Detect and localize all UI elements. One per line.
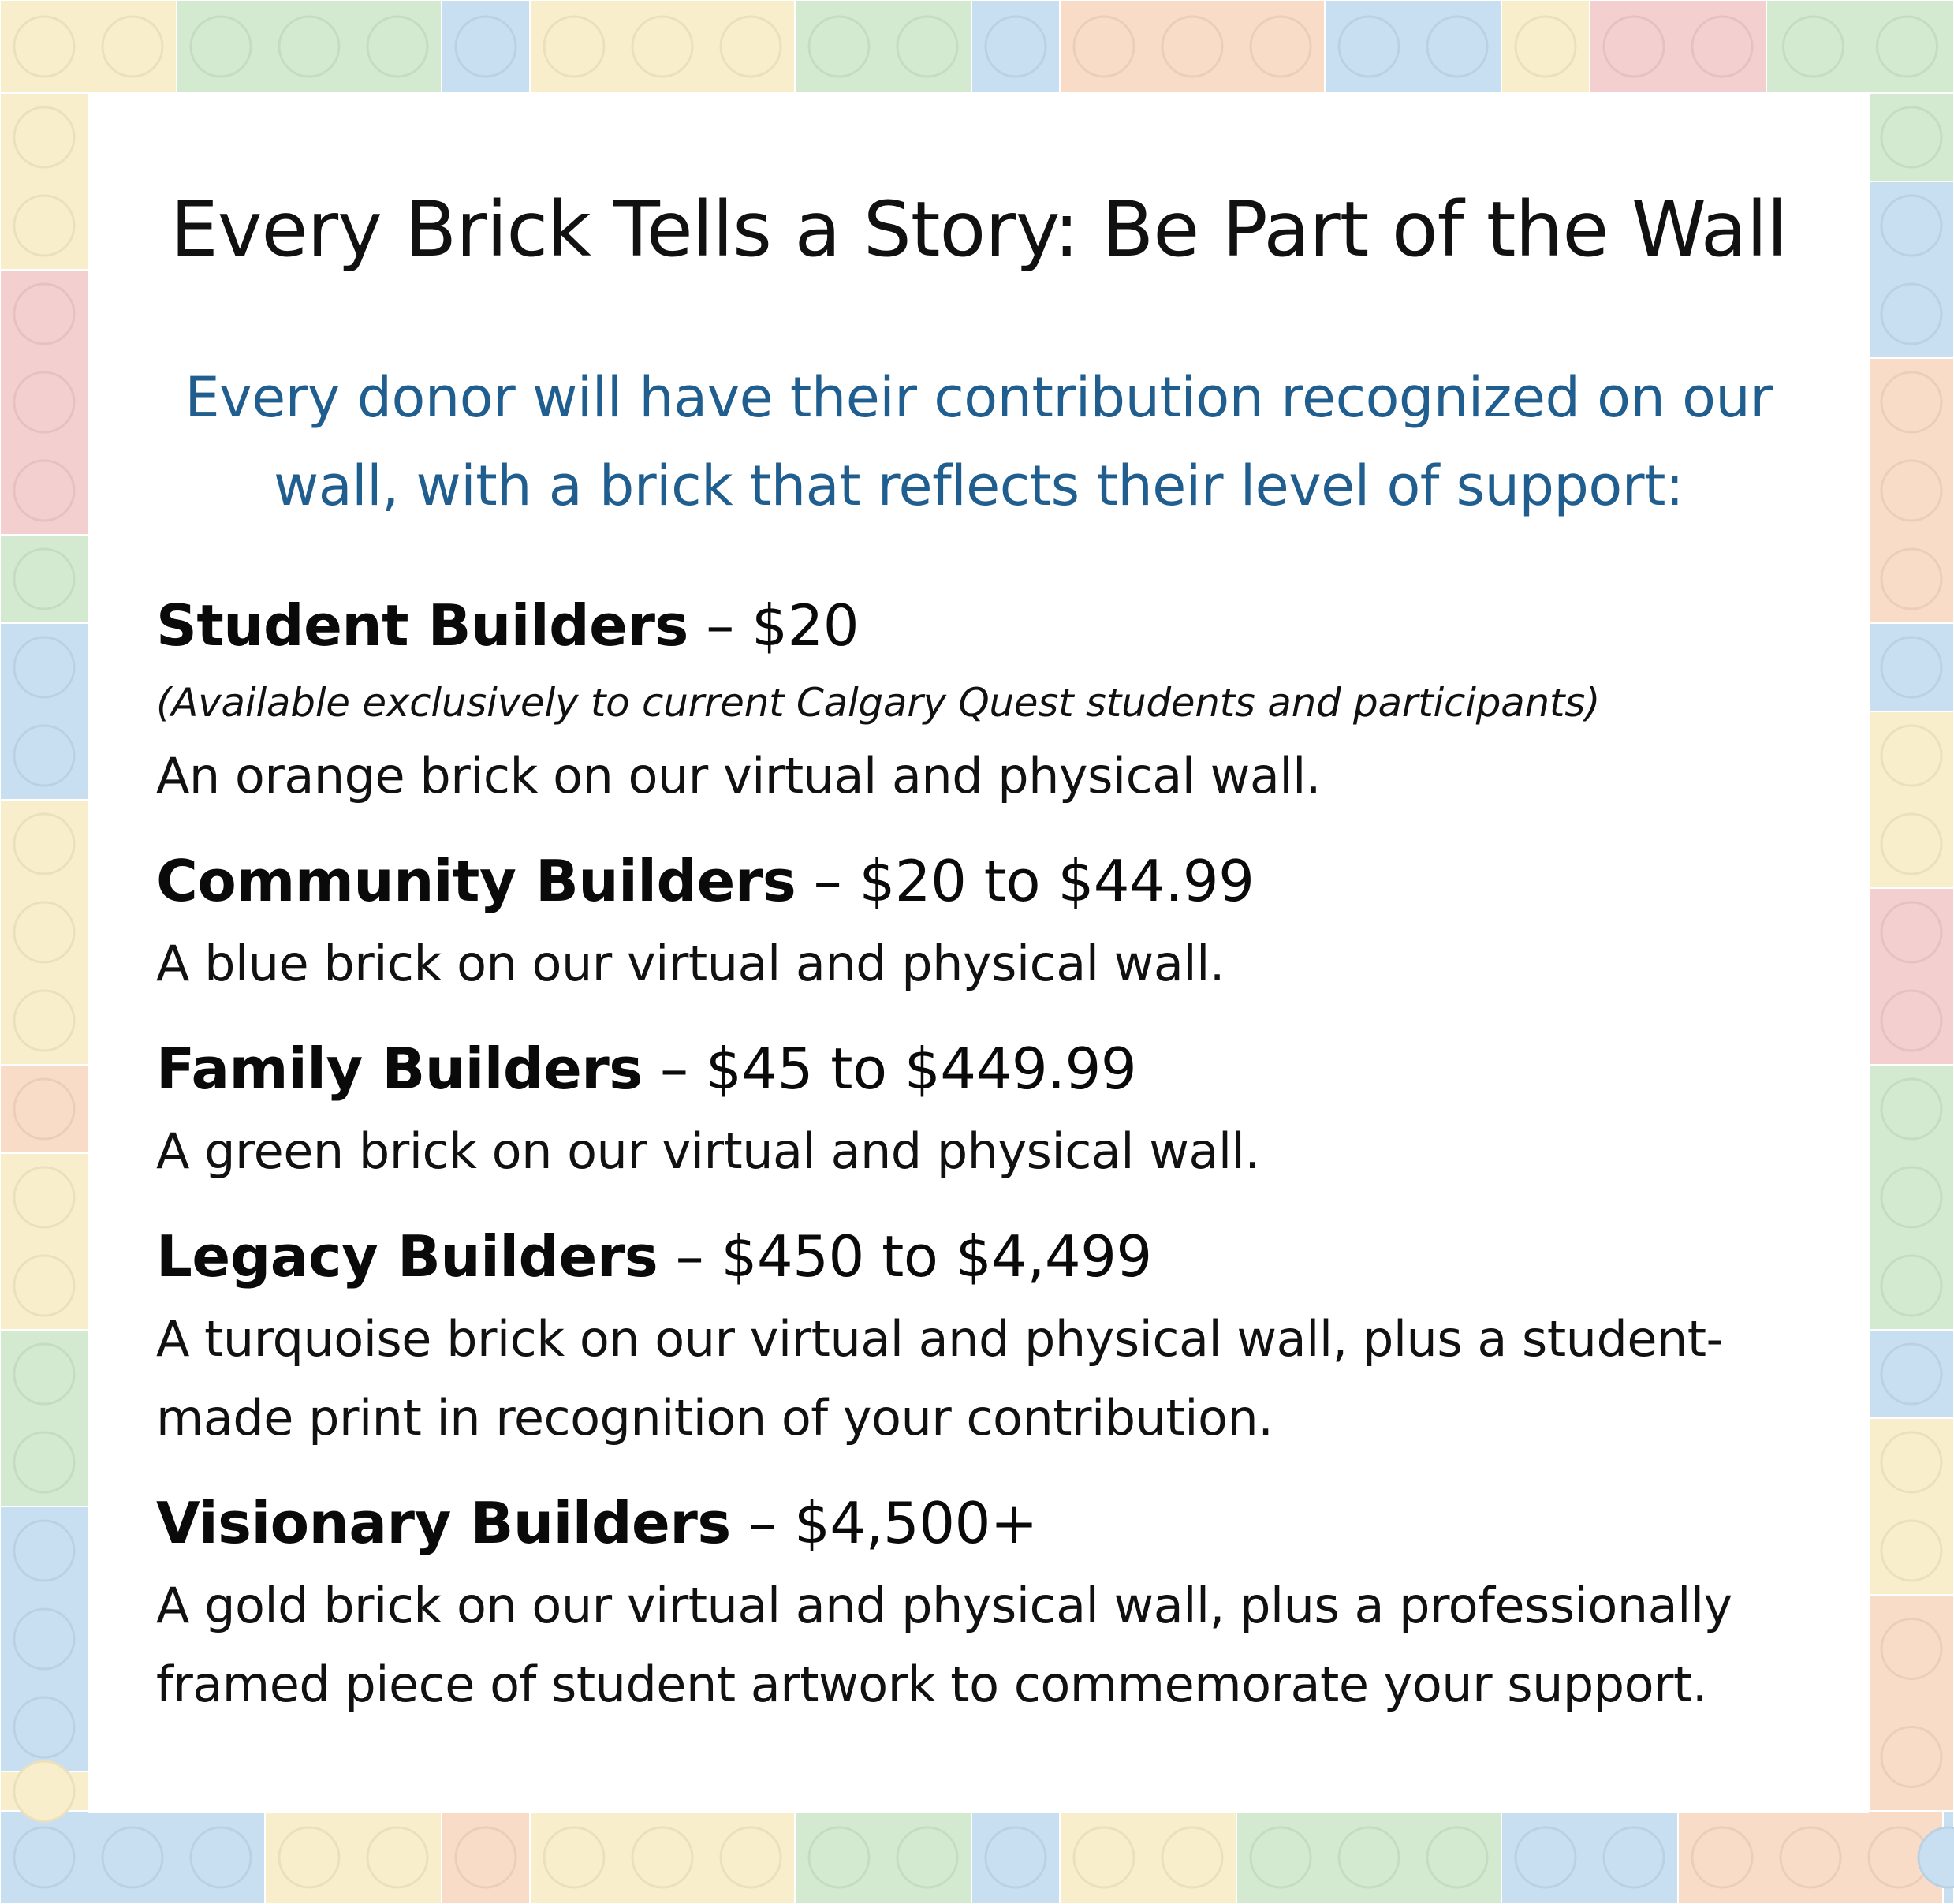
lego-stud [1881,1619,1941,1679]
lego-stud [809,1827,869,1887]
tier-heading [156,838,1828,924]
lego-stud [191,17,251,77]
lego-stud [14,1521,74,1581]
tier-heading [156,1025,1828,1112]
lego-stud [367,1827,427,1887]
tier-visionary-builders [156,1480,1828,1724]
lego-stud [1074,17,1134,77]
lego-stud [14,637,74,697]
lego-stud [14,814,74,874]
lego-stud [1881,1167,1941,1227]
tier-range: – $450 to $4,499 [658,1223,1152,1290]
lego-stud [1881,372,1941,432]
lego-stud [1881,1256,1941,1316]
lego-stud [721,1827,781,1887]
lego-stud [1881,726,1941,786]
lego-stud [14,902,74,962]
lego-stud [14,1344,74,1404]
tier-name: Family Builders [156,1036,643,1102]
lego-stud [1162,17,1222,77]
lego-stud [1516,17,1576,77]
lego-stud [1881,814,1941,874]
lego-stud [1427,1827,1487,1887]
lego-stud [14,726,74,786]
lego-stud [14,1079,74,1139]
lego-stud [1074,1827,1134,1887]
lego-stud [897,17,957,77]
lego-stud [1251,1827,1311,1887]
lego-stud [986,1827,1046,1887]
lego-stud [544,1827,604,1887]
lego-stud [1251,17,1311,77]
lego-stud [1881,1432,1941,1492]
tier-range: – $4,500+ [730,1490,1038,1556]
lego-stud [1516,1827,1576,1887]
lego-stud [1881,461,1941,521]
tier-description: A blue brick on our virtual and physical wall. [156,935,1225,992]
lego-stud [14,1167,74,1227]
lego-stud [14,372,74,432]
lego-stud [279,17,339,77]
lego-stud [986,17,1046,77]
lego-stud [103,17,162,77]
lego-stud [1881,1521,1941,1581]
lego-stud [809,17,869,77]
lego-stud [1881,284,1941,344]
tier-legacy-builders [156,1213,1828,1458]
lego-stud [1692,17,1752,77]
lego-stud [14,1432,74,1492]
lego-stud [1881,637,1941,697]
tier-name: Visionary Builders [156,1490,731,1556]
lego-stud [14,284,74,344]
lego-stud [14,1256,74,1316]
lego-stud [14,991,74,1051]
lego-stud [191,1827,251,1887]
lego-stud [14,549,74,609]
lego-stud [1427,17,1487,77]
lego-stud [1604,1827,1664,1887]
lego-stud [1881,107,1941,167]
tier-list [156,582,1828,1746]
lego-stud [103,1827,162,1887]
tier-name: Student Builders [156,592,688,659]
lego-stud [14,17,74,77]
tier-community-builders [156,838,1828,1003]
tier-heading [156,582,1828,669]
lego-stud [632,17,692,77]
page-title: Every Brick Tells a Story: Be Part of the Wall [170,185,1787,274]
lego-stud [1692,1827,1752,1887]
lego-stud [456,1827,516,1887]
lego-stud [1784,17,1844,77]
lego-stud [1162,1827,1222,1887]
tier-name: Legacy Builders [156,1223,658,1290]
lego-stud [1881,1344,1941,1404]
lego-stud [279,1827,339,1887]
lego-stud [456,17,516,77]
lego-stud [14,1761,74,1821]
lego-stud [1604,17,1664,77]
tier-range: – $20 [688,592,860,659]
tier-description: A green brick on our virtual and physical wall. [156,1122,1260,1180]
lego-stud [897,1827,957,1887]
tier-description: A gold brick on our virtual and physical wall, plus a professionally framed piece of student artwork to commemorate your support. [156,1577,1732,1713]
lego-stud [1881,991,1941,1051]
lego-stud [1878,17,1937,77]
lego-stud [721,17,781,77]
tier-note: (Available exclusively to current Calgary Quest students and participants) [156,680,1601,726]
lego-stud [367,17,427,77]
lego-stud [1881,902,1941,962]
content-panel [88,93,1869,1813]
intro-text: Every donor will have their contribution recognized on our wall, with a brick that reflects their level of support: [185,365,1773,518]
tier-heading [156,1480,1828,1566]
tier-name: Community Builders [156,848,796,914]
tier-range: – $45 to $449.99 [642,1036,1137,1102]
tier-student-builders [156,582,1828,816]
lego-stud [1881,196,1941,256]
lego-stud [14,107,74,167]
lego-stud [14,1827,74,1887]
tier-range: – $20 to $44.99 [796,848,1255,914]
lego-stud [14,1609,74,1669]
tier-family-builders [156,1025,1828,1191]
lego-stud [1881,549,1941,609]
lego-stud [1781,1827,1840,1887]
lego-stud [14,1697,74,1757]
lego-stud [1881,1727,1941,1787]
lego-stud [1881,1079,1941,1139]
tier-heading [156,1213,1828,1300]
tier-description: An orange brick on our virtual and physical wall. [156,747,1322,805]
lego-stud [1339,1827,1399,1887]
lego-stud [632,1827,692,1887]
tier-description: A turquoise brick on our virtual and physical wall, plus a student-made print in recognition of your contribution. [156,1310,1724,1447]
lego-stud [544,17,604,77]
lego-stud [1339,17,1399,77]
lego-stud [14,461,74,521]
lego-stud [14,196,74,256]
